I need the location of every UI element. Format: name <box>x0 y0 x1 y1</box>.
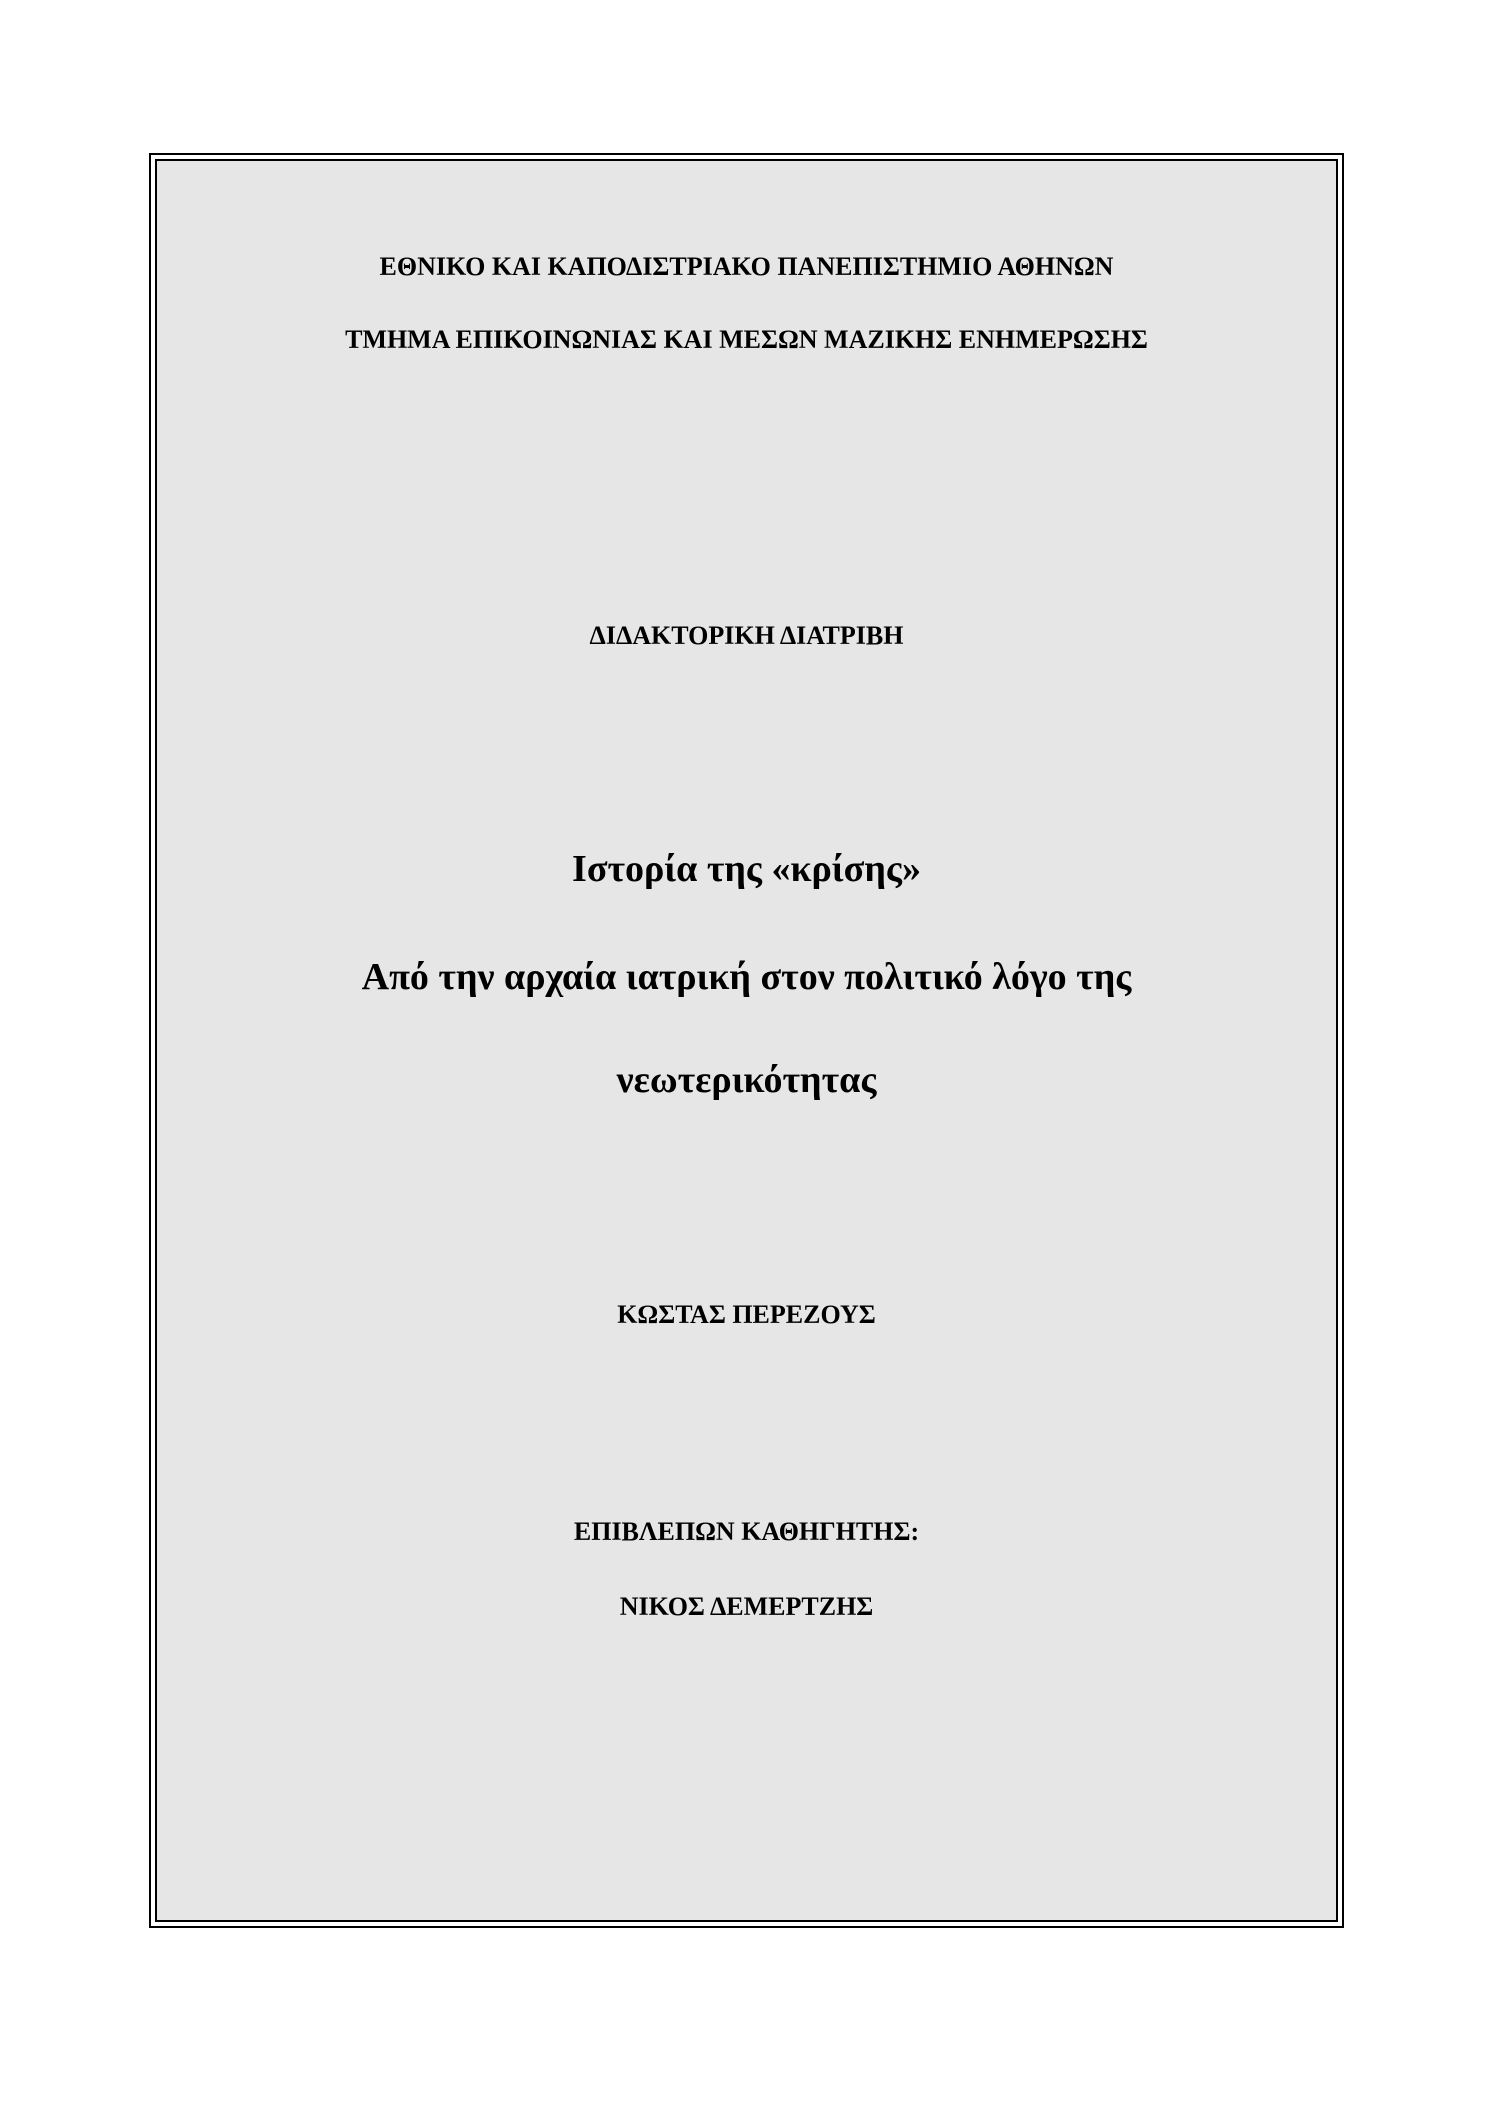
cover-frame-outer <box>149 153 1344 1928</box>
author-name: ΚΩΣΤΑΣ ΠΕΡΕΖΟΥΣ <box>617 1300 876 1329</box>
cover-frame-inner <box>155 159 1338 1922</box>
university-name: ΕΘΝΙΚΟ ΚΑΙ ΚΑΠΟΔΙΣΤΡΙΑΚΟ ΠΑΝΕΠΙΣΤΗΜΙΟ ΑΘΗΝΩΝ <box>379 252 1114 281</box>
thesis-title-line-1: Ιστορία της «κρίσης» <box>572 848 921 890</box>
thesis-title-line-3: νεωτερικότητας <box>616 1059 877 1101</box>
department-name: ΤΜΗΜΑ ΕΠΙΚΟΙΝΩΝΙΑΣ ΚΑΙ ΜΕΣΩΝ ΜΑΖΙΚΗΣ ΕΝΗΜΕΡΩΣΗΣ <box>345 325 1148 354</box>
supervisor-label: ΕΠΙΒΛΕΠΩΝ ΚΑΘΗΓΗΤΗΣ: <box>573 1517 920 1546</box>
supervisor-name: ΝΙΚΟΣ ΔΕΜΕΡΤΖΗΣ <box>619 1592 874 1621</box>
thesis-title-line-2: Από την αρχαία ιατρική στον πολιτικό λόγο της <box>361 956 1132 998</box>
document-type: ΔΙΔΑΚΤΟΡΙΚΗ ΔΙΑΤΡΙΒΗ <box>589 621 904 650</box>
